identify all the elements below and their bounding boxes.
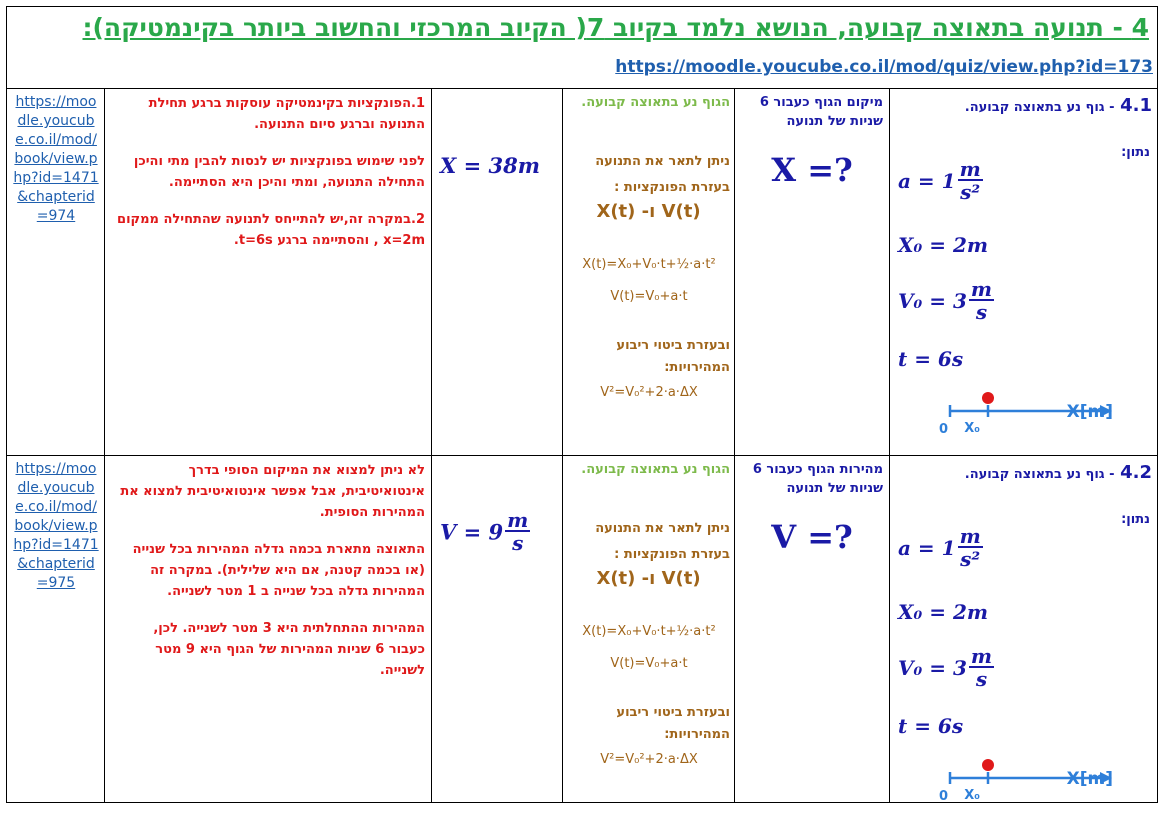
- formula-position: X(t)=X₀+V₀·t+½·a·t²: [582, 257, 716, 272]
- question-symbol: X =?: [771, 151, 853, 189]
- body-dot-icon: [982, 759, 994, 771]
- hint-line-3: ובעזרת ביטוי ריבוע המהירויות:: [616, 338, 730, 375]
- question-cell: [735, 456, 889, 822]
- axis-label: X[m]: [1066, 769, 1113, 789]
- axis-zero-label: 0: [938, 422, 948, 437]
- answer-cell: [432, 89, 562, 455]
- explanation-paragraph-3: 2.במקרה זה,יש להתייחס לתנועה שהתחילה ממקום x=2m , והסתיימה ברגע t=6s.: [117, 212, 425, 248]
- book-link-cell: [7, 456, 104, 822]
- problem-number: 4.2: [1120, 462, 1152, 483]
- given-a: a = 1 $\frac{m}{\text{s²}}$: [898, 157, 981, 204]
- position-axis-diagram: [940, 387, 1155, 437]
- hint-line-2: ניתן לתאר את התנועה בעזרת הפונקציות :: [595, 154, 730, 195]
- given-v0: V₀ = 3 $\frac{m}{s}$: [898, 644, 993, 691]
- explanation-cell: [105, 456, 431, 822]
- hint-cell: [563, 456, 734, 822]
- formula-velocity-squared: V²=V₀²+2·a·ΔX: [600, 752, 698, 767]
- hint-functions: V(t) ו- X(t): [596, 568, 701, 589]
- page-title: 4 - תנועה בתאוצה קבועה, הנושא נלמד בקיוב 7( הקיוב המרכזי והחשוב ביותר בקינמטיקה):: [82, 13, 1149, 42]
- formula-velocity: V(t)=V₀+a·t: [610, 656, 688, 671]
- given-v0: V₀ = 3 $\frac{m}{s}$: [898, 277, 993, 324]
- explanation-paragraph-1: 1.הפונקציות בקינמטיקה עוסקות ברגע תחילת התנועה וברגע סיום התנועה.: [148, 96, 425, 132]
- position-axis-diagram: [940, 754, 1155, 804]
- hint-line-2: ניתן לתאר את התנועה בעזרת הפונקציות :: [595, 521, 730, 562]
- explanation-cell: [105, 89, 431, 455]
- hint-line-1: הגוף נע בתאוצה קבועה.: [581, 462, 730, 477]
- question-text: מהירות הגוף כעבור 6 שניות של תנועה: [752, 462, 883, 496]
- formula-velocity: V(t)=V₀+a·t: [610, 289, 688, 304]
- axis-x0-label: X₀: [964, 421, 980, 436]
- problem-task: גוף נע בתאוצה קבועה.: [964, 467, 1105, 482]
- axis-zero-label: 0: [938, 789, 948, 804]
- book-link-cell: [7, 89, 104, 455]
- quiz-link[interactable]: https://moodle.youcube.co.il/mod/quiz/view.php?id=173: [615, 57, 1153, 77]
- book-link[interactable]: https://moodle.youcube.co.il/mod/book/view.php?id=1471&chapterid=975: [13, 461, 99, 591]
- axis-label: X[m]: [1066, 402, 1113, 422]
- hint-line-3: ובעזרת ביטוי ריבוע המהירויות:: [616, 705, 730, 742]
- explanation-paragraph-1: לא ניתן למצוא את המיקום הסופי בדרך אינטואיטיבית, אבל אפשר אינטואיטיבית למצוא את המהירות הסופית.: [120, 463, 425, 520]
- explanation-paragraph-3: המהירות ההתחלתית היא 3 מטר לשנייה. לכן, כעבור 6 שניות המהירות של הגוף היא 9 מטר לשנייה.: [153, 621, 425, 678]
- question-symbol: V =?: [771, 518, 853, 556]
- question-cell: [735, 89, 889, 455]
- given-a: a = 1 $\frac{m}{\text{s²}}$: [898, 524, 981, 571]
- answer-cell: [432, 456, 562, 822]
- book-link[interactable]: https://moodle.youcube.co.il/mod/book/view.php?id=1471&chapterid=974: [13, 94, 99, 224]
- explanation-text: [113, 460, 425, 681]
- problem-cell: 4.1 - גוף נע בתאוצה קבועה. נתון: a = 1 $\frac{m}{\text{s²}}$ X₀ = 2m V₀ = 3 $\frac{m}{s}$ t = 6s 0 X₀ X[m]: [890, 89, 1156, 455]
- given-x0: X₀ = 2m: [898, 233, 989, 257]
- problem-number: 4.1: [1120, 95, 1152, 116]
- given-label: נתון:: [1121, 145, 1150, 160]
- given-t: t = 6s: [898, 347, 964, 371]
- hint-cell: [563, 89, 734, 455]
- axis-x0-label: X₀: [964, 788, 980, 803]
- problem-cell: 4.2 - גוף נע בתאוצה קבועה. נתון: a = 1 $\frac{m}{\text{s²}}$ X₀ = 2m V₀ = 3 $\frac{m}{s}$ t = 6s 0 X₀ X[m]: [890, 456, 1156, 822]
- hint-line-1: הגוף נע בתאוצה קבועה.: [581, 95, 730, 110]
- body-dot-icon: [982, 392, 994, 404]
- answer: X = 38m: [440, 153, 540, 178]
- explanation-paragraph-2: לפני שימוש בפונקציות יש לנסות להבין מתי והיכן התחילה התנועה, ומתי והיכן היא הסתיימה.: [133, 154, 425, 190]
- question-text: מיקום הגוף כעבור 6 שניות של תנועה: [759, 95, 883, 129]
- problem-task: גוף נע בתאוצה קבועה.: [964, 100, 1105, 115]
- explanation-text: [113, 93, 425, 251]
- explanation-paragraph-2: התאוצה מתארת בכמה גדלה המהירות בכל שנייה (או בכמה קטנה, אם היא שלילית). במקרה זה המהירות גדלה בכל שנייה ב 1 מטר לשנייה.: [132, 542, 425, 599]
- formula-position: X(t)=X₀+V₀·t+½·a·t²: [582, 624, 716, 639]
- given-t: t = 6s: [898, 714, 964, 738]
- hint-functions: V(t) ו- X(t): [596, 201, 701, 222]
- given-x0: X₀ = 2m: [898, 600, 989, 624]
- formula-velocity-squared: V²=V₀²+2·a·ΔX: [600, 385, 698, 400]
- given-label: נתון:: [1121, 512, 1150, 527]
- answer: V = 9 $\frac{m}{s}$: [440, 508, 529, 555]
